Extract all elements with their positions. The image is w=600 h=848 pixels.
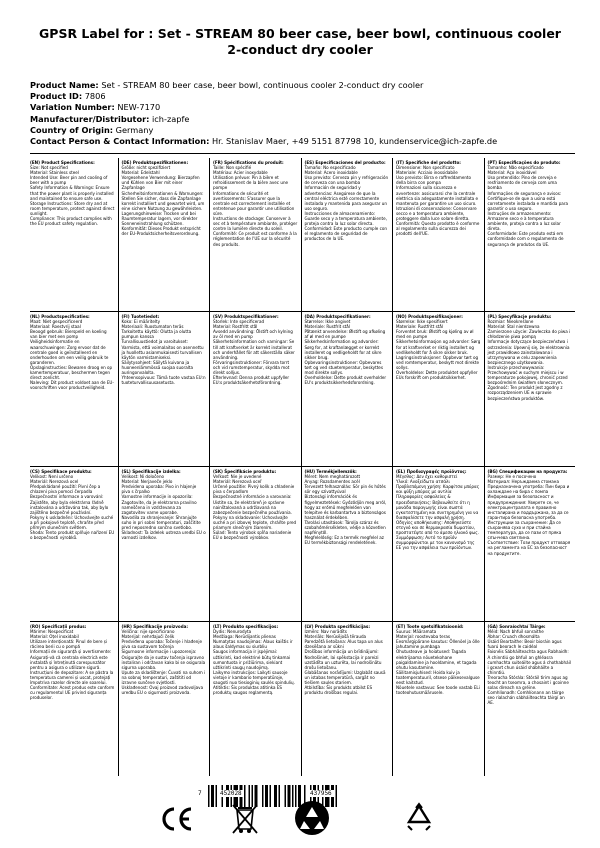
mobius-loop-icon [402,802,436,836]
info-product-id: Product ID: 7806 [30,91,106,102]
info-variation-number: Variation Number: NEW-7170 [30,102,161,113]
spec-row [30,311,575,466]
spec-block-lv: (LV) Produkta specifikācijas: Izmērs: Nav norādīts Materiāls: Nerūsējošā tērauda Paredzētā lietošana: Alus tapa un alus dzesēšana ar sūkni Drošības informācija un brīdinājumi: Nodrošiniet, lai spēkstacija ir pareizi uzstādīta un uzturēta, lai nodrošinātu drošu lietošanu. Glabāšanas norādījumi: Uzglabāt sausā un istabas temperatūrā, sargāt no tiešiem saules stariem. Atbilstība: Šis produkts atbilst ES produktu drošības regulai. [301,622,393,776]
compliance-icons [30,800,575,840]
spec-row [30,621,575,776]
spec-row [30,466,575,621]
spec-block-sk: (SK) Špecifikácie produktu: Veľkosť: Nie je uvedené Materiál: Nerezová oceľ Určené použitie: Pivný kolík a chladenie piva s čerpadlom Bezpečnostné informácie a varovania: Uistite sa, že elektráreň je správne nainštalovaná a udržiavaná na zabezpečenie bezpečného používania. Pokyny na skladovanie: Uchovávajte suché a pri izbovej teplote, chráňte pred priamym slnečným žiarením. Súlad: Tento výrobok spĺňa nariadenie EÚ o bezpečnosti výrobkov. [209,467,301,621]
spec-block-bg: (BG) Спецификации на продукта: Размер: Не е посочено Материал: Неръждаема стомана Предназначена употреба: Пин бира и охлаждане на бира с помпа Информация за безопасност и предупреждения: Уверете се, че електроцентралата е правилно инсталирана и поддържана, за да се гарантира безопасна употреба. Инструкции за съхранение: Да се съхранява сухо и при стайна температура, да се пази от пряка слънчева светлина. Съответствие: Този продукт отговаря на регламента на ЕС за безопасност на продуктите. [484,467,576,621]
spec-block-da: (DA) Produktspecifikationer: Størrelse: Ikke angivet Materiale: Rustfrit stål Påtænkt anvendelse: Ølstift og afkøling af øl med en pumpe Sikkerhedsinformation og advarsler: Sørg for, at kraftanlægget er korrekt installeret og vedligeholdt for at sikre sikker brug. Opbevaringsinstruktioner: Opbevares tørt og ved stuetemperatur, beskyttes mod direkte sollys. Overholdelse: Dette produkt overholder EU's produktsikkerhedsforordning. [301,312,393,466]
spec-block-es: (ES) Especificaciones del producto: Tamaño: No especificado Material: Acero inoxidable Uso previsto: Cerveza pin y refrigeración de cerveza con una bomba Información de seguridad y advertencias: Asegúrese de que la central eléctrica esté correctamente instalada y mantenida para asegurar un uso seguro. Instrucciones de almacenamiento: Guarde seco y a temperatura ambiente, proteja contra la luz solar directa. Conformidad: Este producto cumple con el reglamento de seguridad de productos de la UE. [301,158,393,311]
spec-block-pl: (PL) Specyfikacje produktu: Rozmiar: Nieokreślone Materiał: Stal nierdzewna Zamierzone użycie: Zawleczka do piwa i chłodzenie piwa pompą Informacje dotyczące bezpieczeństwa i ostrzeżenia: Upewnij się, że elektrownia jest prawidłowo zainstalowana i utrzymywana w celu zapewnienia bezpiecznego użytkowania. Instrukcje przechowywania: Przechowywać w suchym miejscu i w temperaturze pokojowej, chronić przed bezpośrednim światłem słonecznym. Zgodność: Ten produkt jest zgodny z rozporządzeniem UE w sprawie bezpieczeństwa produktów. [484,312,576,466]
info-product-name: Product Name: Set - STREAM 80 beer case, beer bowl, continuous cooler 2-conduct dry cooler [30,80,424,90]
spec-block-et: (ET) Toote spetsifikatsioonid: Suurus: Määramata Materjal: roostevaba teras Eesmärgipärane kasutus: Õllenõel ja õlle jahutamine pumbaga Ohutusteave ja hoiatused: Tagada elektrijaama nõuetekohane paigaldamine ja hooldamine, et tagada ohutu kasutamine. Säilitamisjuhised: Hoida kuiv ja toatemperatuuril, otsese päikesevalguse eest kaitstud. Nõuetele vastavus: See toode vastab ELi tooteohutusmäärusele. [392,622,484,776]
spec-block-ga: (GA) Sonraíochtaí Táirge: Méid: Nach bhfuil sonraithe Ábhar: Cruach dhosmálta Úsáid Beartaithe: Beoir bioráin agus fuarú beorach le caidéal Faisnéis Sábháilteachta agus Rabhaidh: A chinntiú go bhfuil an ghléasra cumhachta suiteáilte agus á chothabháil i gceart chun úsáid shábháilte a chinntiú. Treoracha Stórála: Stóráil tirim agus ag teocht an tseomra, a chosaint i gcoinne solas díreach na gréine. Comhlíonadh: Comhlíonann an táirge seo rialachán sábháilteachta táirgí an AE. [484,622,576,776]
spec-block-de: (DE) Produktspezifikationen: Größe: nicht spezifiziert Material: Edelstahl Vorgesehene Verwendung: Bierzapfen und Kühlen von Bier mit einer Zapfanlage Sicherheitsinformationen & Warnungen: Stellen Sie sicher, dass die Zapfanlage korrekt installiert und gewartet wird, um eine sichere Nutzung zu gewährleisten. Lagerungshinweise: Trocken und bei Raumtemperatur lagern, vor direkter Sonneneinstrahlung schützen. Konformität: Dieses Produkt entspricht der EU-Produktsicherheitsverordnung. [118,158,210,311]
spec-block-el: (EL) Προδιαγραφές προϊόντος: Μέγεθος: Δεν έχει καθοριστεί Υλικό: Ανοξείδωτο ατσάλι Προβλεπόμενη χρήση: Καρφίτσα μπύρας και ψύξη μπύρας με αντλία Πληροφορίες ασφαλείας & προειδοποιήσεις: Βεβαιωθείτε ότι η μονάδα παραγωγής είναι σωστά εγκατεστημένη και συντηρημένη για να διασφαλίσετε την ασφαλή χρήση. Οδηγίες αποθήκευσης: Αποθηκεύστε στεγνό και σε θερμοκρασία δωματίου, προστατέψτε από το άμεσο ηλιακό φως. Συμμόρφωση: Αυτό το προϊόν συμμορφώνεται με τον κανονισμό της ΕΕ για την ασφάλεια των προϊόντων. [392,467,484,621]
spec-block-hr: (HR) Specifikacije proizvoda: Veličina: nije specificirano Materijal: nehrđajući čelik Predviđena uporaba: Točenje i hlađenje piva sa sustavom točenja Sigurnosne informacije i upozorenja: Osigurajte da je sustav točenja ispravno instaliran i održavan kako bi se osigurala sigurna uporaba. Upute za skladištenje: Čuvati na suhom i na sobnoj temperaturi, zaštititi od izravne sunčeve svjetlosti. Usklađenost: Ovaj proizvod zadovoljava uredbu EU o sigurnosti proizvoda. [118,622,210,776]
spec-block-no: (NO) Produktspesifikasjoner: Størrelse: Ikke spesifisert Materiale: Rustfritt stål Forventet bruk: Ølstift og kjøling av øl med en pumpe Sikkerhetsinformasjon og advarsler: Sørg for at kraftverket er riktig installert og vedlikeholdt for å sikre sikker bruk. Lagringsinstruksjoner: Oppbevar tørt og ved romtemperatur, beskytt mot direkte sollys. Overholdelse: Dette produktet oppfyller EUs forskrift om produktsikkerhet. [392,312,484,466]
spec-block-pt: (PT) Especificações do produto: Tamanho: Não especificado Material: Aço inoxidável Uso pretendido: Pino de cerveja e resfriamento de cerveja com uma bomba Informações de segurança e avisos: Certifique-se de que a usina está corretamente instalada e mantida para garantir o uso seguro. Instruções de armazenamento: Armazene seco e à temperatura ambiente, proteja contra a luz solar direta. Conformidade: Este produto está em conformidade com o regulamento de segurança de produtos da UE. [484,158,576,311]
spec-block-cs: (CS) Specifikace produktu: Velikost: Není určeno Materiál: Nerezová ocel Předpokládané použití: Pivní čep a chlazení piva pomocí čerpadla Bezpečnostní informace a varování: Zajistěte, aby byla elektrárna řádně instalována a udržována tak, aby bylo zajištěno bezpečné používání. Pokyny k uskladnění: Uchovávejte suché a při pokojové teplotě, chraňte před přímým slunečním světlem. Shoda: Tento produkt splňuje nařízení EU o bezpečnosti výrobků. [30,469,115,541]
weee-bin-icon [230,802,260,836]
info-country: Country of Origin: Germany [30,124,154,135]
barcode-left-digit: 7 [198,790,202,797]
recycling-icon [294,800,330,836]
spec-block-sv: (SV) Produktspecifikationer: Storlek: Inte specificerad Material: Rostfritt stål Avsedd användning: Ölstift och kylning av öl med en pump Säkerhetsinformation och varningar: Se till att kraftverket är korrekt installerat och underhållet för att säkerställa säker användning. Förvaringsinstruktioner: Förvara torrt och vid rumstemperatur, skydda mot direkt solljus. Efterlevnad: Denna produkt uppfyller EU:s produktsäkerhetsförordning. [209,312,301,466]
divider [30,153,575,154]
barcode-group-2: 437956 [310,790,332,797]
spec-block-fi: (FI) Tuotetiedot: Koko: Ei määritelty Materiaali: Ruostumaton teräs Tarkoitettu käyttö: Olutta ja olutta pumpun kanssa Turvallisuustiedot ja varoitukset: Varmista, että voimalaitos on asennettu ja huollettu asianmukaisesti turvallisen käytön varmistamiseksi. Säilytysohjeet: Säilytä kuivana ja huoneenlämmössä suojaa suoralta auringonvalolta. Yhteensopivuus: Tämä tuote vastaa EU:n tuoteturvallisuusasetusta. [118,312,210,466]
page-title: GPSR Label for : Set - STREAM 80 beer case, beer bowl, continuous cooler 2-conduct dry cooler [39,26,561,57]
spec-block-lt: (LT) Produkto specifikacijos: Dydis: Nenurodyta Medžiaga: Nerūdijantis plienas Numatytas naudojimas: Alaus kaištis ir alaus šaldymas su siurbliu Saugos informacija ir įspėjimai: užtikrinti, kad elektrinė būtų tinkamai sumontuota ir prižiūrima, siekiant užtikrinti saugų naudojimą. Laikymo instrukcijos: Laikyti sausoje vietoje ir kambario temperatūroje, saugoti nuo tiesioginių saulės spindulių. Atitiktis: Šis produktas atitinka ES produktų saugos reglamentą. [209,622,301,776]
info-contact: Contact Person & Contact Information: Hr. Stanislav Maer, +49 5151 87798 10, kundenservice@ich-zapfe.de [30,136,498,147]
spec-grid [30,158,575,773]
spec-block-nl: (NL) Productspecificaties: Maat: Niet gespecificeerd Materiaal: Roestvrij staal Beoogd gebruik: Bierspeld en koeling van bier met een pomp Veiligheidsinformatie en waarschuwingen: Zorg ervoor dat de centrale goed is geïnstalleerd en onderhouden om een veilig gebruik te garanderen. Opslaginstructies: Bewaren droog en op kamertemperatuur, beschermen tegen direct zonlicht. Naleving: Dit product voldoet aan de EU-voorschriften voor productveiligheid. [30,314,114,391]
spec-block-sl: (SL) Specifikacije izdelka: Velikost: Ni določeno Material: Nerjaveče jeklo Predvidena uporaba: Pivo in hlajenje piva s črpalko Varnostne informacije in opozorila: Zagotovite, da je elektrarna pravilno nameščena in vzdrževana za zagotovitev varne uporabe. Navodila za shranjevanje: Shranjujte suho in pri sobni temperaturi, zaščitite pred neposredno sončno svetlobo. Skladnost: Ta izdelek ustreza uredbi EU o varnosti izdelkov. [118,467,210,621]
spec-block-hu: (HU) Termékjellemzők: Méret: Nem meghatározott Anyag: Rozsdamentes acél Tervezett felhasználás: Sör pin és hűtés sör egy szivattyúval Biztonsági információk és figyelmeztetések: Győződjön meg arról, hogy az erőmű megfelelően van telepítve és karbantartva a biztonságos használat érdekében. Tárolási utasítások: Tárolja száraz és szobahőmérsékleten, védje a közvetlen napfénytől. Megfelelőség: Ez a termék megfelel az EU termékbiztonsági rendeletének. [301,467,393,621]
product-info [30,80,575,147]
spec-block-it: (IT) Specifiche del prodotto: Dimensione: Non specificato Materiale: Acciaio inossidabile Uso previsto: Birra e raffreddamento della birra con pompa Informazioni sulla sicurezza e avvertenze: assicurarsi che la centrale elettrica sia adeguatamente installata e mantenuta per garantire un uso sicuro. Istruzioni di conservazione: Conservare secco e a temperatura ambiente, proteggere dalla luce solare diretta. Conformità: Questo prodotto è conforme al regolamento sulla sicurezza dei prodotti dell'UE. [392,158,484,311]
spec-block-en: (EN) Product Specifications: Size: Not specified Material: Stainless steel Intended Use: Beer pin and cooling of beer with a pump Safety Information & Warnings: Ensure that the power plant is properly installed and maintained to ensure safe use. Storage Instructions: Store dry and at room temperature, protect against direct sunlight. Compliance: This product complies with the EU product safety regulation. [30,160,115,227]
info-manufacturer: Manufacturer/Distributor: ich-zapfe [30,113,190,124]
spec-row [30,158,575,311]
ce-mark-icon [160,806,194,832]
spec-block-fr: (FR) Spécifications du produit: Taille: Non spécifié Matériau: Acier inoxydable Utilisation prévue: Pin à bière et refroidissement de la bière avec une pompe Informations de sécurité et avertissements: S'assurer que la centrale est correctement installée et entretenue pour garantir une utilisation sûre. Instructions de stockage: Conserver à sec et à température ambiante, protéger contre la lumière directe du soleil. Conformité: Ce produit est conforme à la réglementation de l'UE sur la sécurité des produits. [209,158,301,311]
spec-block-ro: (RO) Specificații produs: Mărime: Nespecificat Material: Oțel inoxidabil Utilizare intenționată: Pinul de bere și răcirea berii cu o pompă Informații de siguranță și avertismente: Asigurați-vă că centrala electrică este instalată și întreținută corespunzător pentru a asigura o utilizare sigură. Instrucțiuni de depozitare: A se păstra la temperatura camerei și uscat, protejați împotriva razelor directe ale soarelui. Conformitate: Acest produs este conform cu regulamentul UE privind siguranța produselor. [30,624,115,701]
barcode-group-1: 452028 [220,790,242,797]
